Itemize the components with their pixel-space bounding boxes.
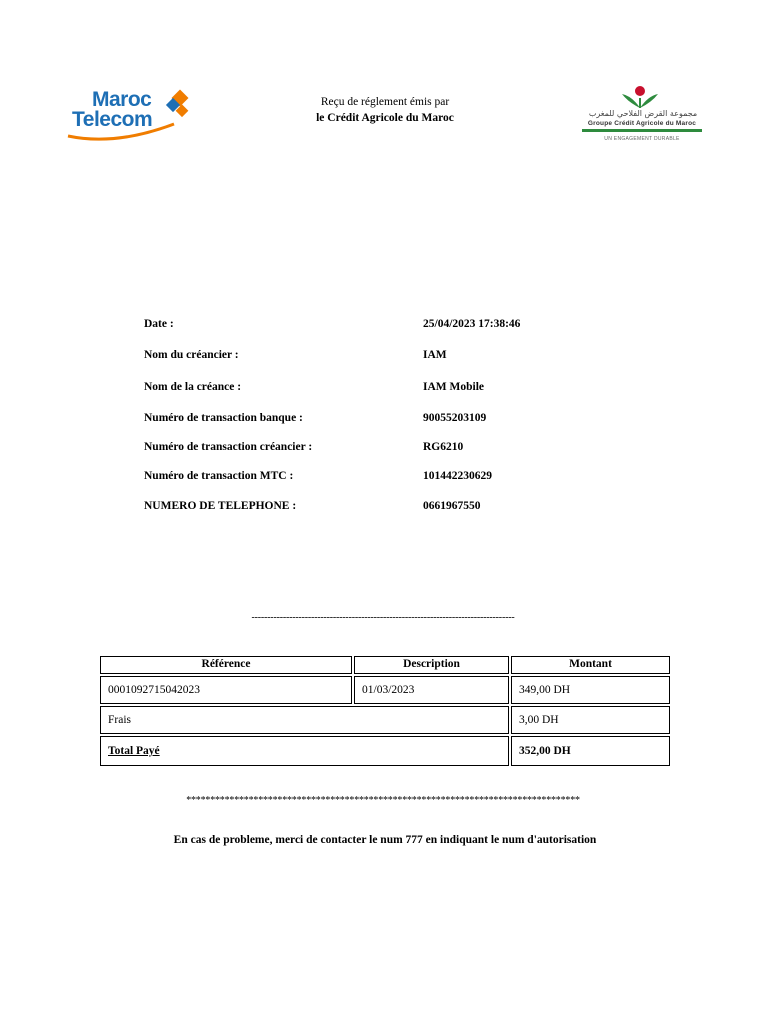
info-label-creance: Nom de la créance : <box>144 381 242 393</box>
info-label-telephone: NUMERO DE TELEPHONE : <box>144 500 297 512</box>
table-cell-total-montant: 352,00 DH <box>511 736 670 766</box>
info-label-date: Date : <box>144 318 174 330</box>
separator-dashes: ------------------------------------------------------------------------------------ <box>251 612 515 623</box>
table-header-description: Description <box>354 656 509 674</box>
separator-stars: ********************************************************************************** <box>186 795 580 806</box>
info-value-telephone: 0661967550 <box>423 500 481 512</box>
info-value-transaction-mtc: 101442230629 <box>423 470 492 482</box>
table-cell-montant: 349,00 DH <box>511 676 670 704</box>
total-paye-label: Total Payé <box>108 745 160 757</box>
payment-table <box>100 656 670 766</box>
credit-agricole-divider <box>582 129 702 132</box>
table-cell-description: 01/03/2023 <box>354 676 509 704</box>
receipt-title-line2: le Crédit Agricole du Maroc <box>316 112 454 124</box>
table-cell-frais-montant: 3,00 DH <box>511 706 670 734</box>
info-label-transaction-mtc: Numéro de transaction MTC : <box>144 470 294 482</box>
table-header-montant: Montant <box>511 656 670 674</box>
table-cell-total-label <box>100 736 509 766</box>
info-label-transaction-banque: Numéro de transaction banque : <box>144 412 303 424</box>
info-value-creancier: IAM <box>423 349 447 361</box>
credit-agricole-logo <box>578 84 708 150</box>
footer-note: En cas de probleme, merci de contacter le num 777 en indiquant le num d'autorisation <box>173 834 597 846</box>
table-cell-frais-label: Frais <box>100 706 509 734</box>
receipt-title-line1: Reçu de réglement émis par <box>320 96 450 108</box>
info-label-creancier: Nom du créancier : <box>144 349 239 361</box>
maroc-telecom-logo <box>66 84 192 144</box>
credit-agricole-name: Groupe Crédit Agricole du Maroc <box>587 120 697 127</box>
credit-agricole-tagline: UN ENGAGEMENT DURABLE <box>604 136 680 142</box>
info-value-transaction-banque: 90055203109 <box>423 412 487 424</box>
info-value-date: 25/04/2023 17:38:46 <box>423 318 521 330</box>
table-cell-reference: 0001092715042023 <box>100 676 352 704</box>
receipt-header <box>280 94 490 126</box>
credit-agricole-arabic-name: مجموعة القرض الفلاحي للمغرب <box>588 109 698 118</box>
info-value-creance: IAM Mobile <box>423 381 485 393</box>
info-value-transaction-creancier: RG6210 <box>423 441 464 453</box>
table-header-reference: Référence <box>100 656 352 674</box>
logo-text-maroc: Maroc <box>92 88 152 111</box>
logo-text-telecom: Telecom <box>72 108 153 131</box>
credit-agricole-leaves-icon <box>578 84 708 112</box>
info-label-transaction-creancier: Numéro de transaction créancier : <box>144 441 313 453</box>
